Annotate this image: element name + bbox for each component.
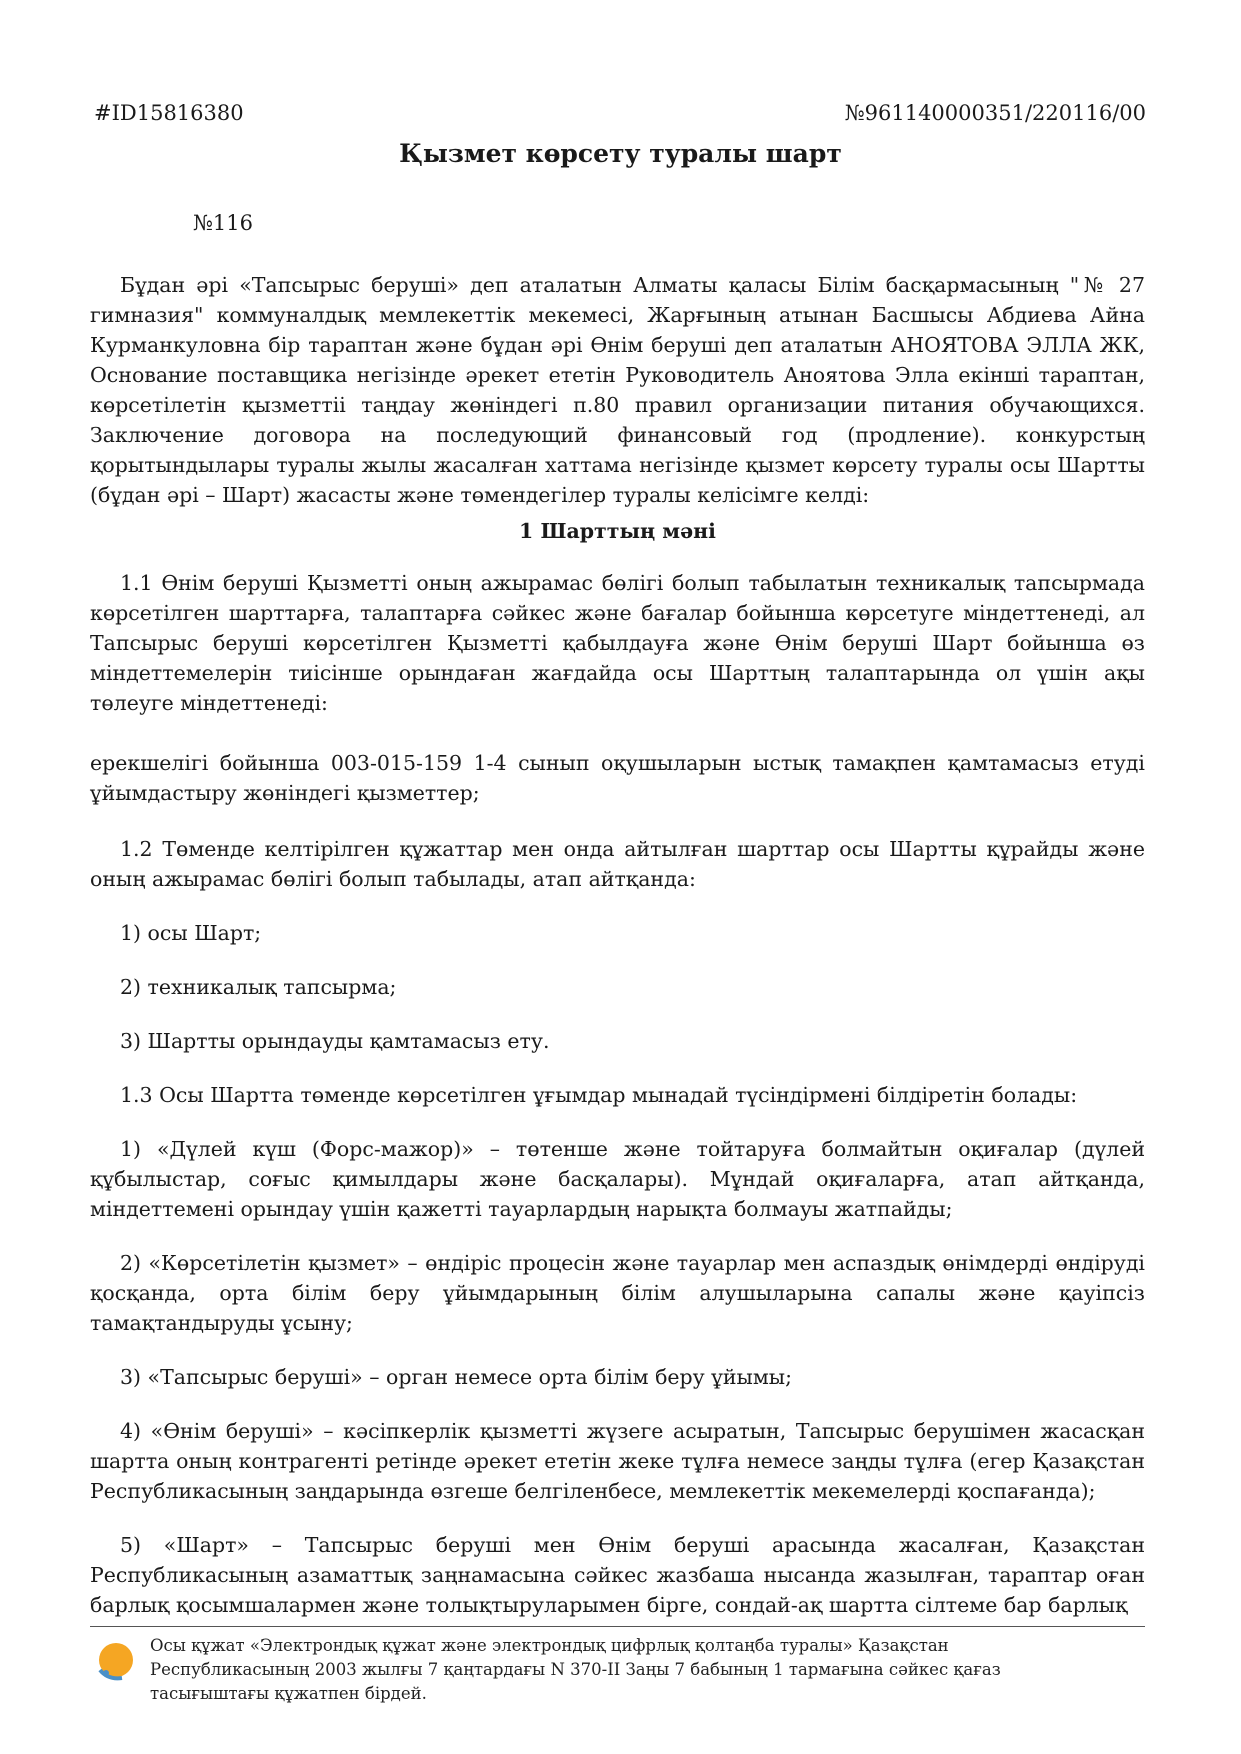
contract-number: №116 [193, 211, 253, 235]
definition-4: 4) «Өнім беруші» – кәсіпкерлік қызметті жүзеге асыратын, Тапсырыс берушімен жасасқан шартта оның контрагенті ретінде әрекет ететін жеке тұлға немесе заңды тұлға (егер Қазақстан Республикасының заңдарында өзгеше белгіленбесе, мемлекеттік мекемелерді қоспағанда); [90, 1419, 1145, 1503]
definition-3: 3) «Тапсырыс беруші» – орган немесе орта білім беру ұйымы; [120, 1365, 792, 1389]
definition-5: 5) «Шарт» – Тапсырыс беруші мен Өнім беруші арасында жасалған, Қазақстан Республикасының азаматтық заңнамасына сәйкес жазбаша нысанда жазылған, тараптар оған барлық қосымшалармен және толықтыруларымен бірге, сондай-ақ шартта сілтеме бар барлық [90, 1533, 1145, 1617]
contract-body [90, 270, 1145, 1620]
list-item: 2) техникалық тапсырма; [120, 975, 397, 999]
clause-1-1: 1.1 Өнім беруші Қызметті оның ажырамас бөлігі болып табылатын техникалық тапсырмада көрсетілген шарттарға, талаптарға сәйкес және бағалар бойынша көрсетуге міндеттенеді, ал Тапсырыс беруші көрсетілген Қызметті қабылдауға және Өнім беруші Шарт бойынша өз міндеттемелерін тиісінше орындаған жағдайда осы Шарттың талаптарында ол үшін ақы төлеуге міндеттенеді: [90, 571, 1145, 715]
intro-paragraph: Бұдан әрі «Тапсырыс беруші» деп аталатын Алматы қаласы Білім басқармасының "№ 27 гимназия" коммуналдық мемлекеттік мекемесі, Жарғының атынан Басшысы Абдиева Айна Курманкуловна бір тараптан және бұдан әрі Өнім беруші деп аталатын АНОЯТОВА ЭЛЛА ЖК, Основание поставщика негізінде әрекет ететін Руководитель Аноятова Элла екінші тараптан, көрсетілетін қызметтіі таңдау жөніндегі п.80 правил организации питания обучающихся. Заключение договора на последующий финансовый год (продление). конкурстың қорытындылары туралы жылы жасалған хаттама негізінде қызмет көрсету туралы осы Шартты (бұдан әрі – Шарт) жасасты және төмендегілер туралы келісімге келді: [90, 273, 1145, 507]
clause-1-2: 1.2 Төменде келтірілген құжаттар мен онда айтылған шарттар осы Шартты құрайды және оның ажырамас бөлігі болып табылады, атап айтқанда: [90, 837, 1145, 891]
clause-1-3: 1.3 Осы Шартта төменде көрсетілген ұғымдар мынадай түсіндірмені білдіретін болады: [120, 1083, 1078, 1107]
egov-logo-icon [94, 1640, 136, 1682]
clause-1-1-spec: ерекшелігі бойынша 003-015-159 1-4 сынып оқушыларын ыстық тамақпен қамтамасыз етуді ұйымдастыру жөніндегі қызметтер; [90, 751, 1145, 805]
footer-divider [90, 1626, 1145, 1627]
definition-1: 1) «Дүлей күш (Форс-мажор)» – төтенше және тойтаруға болмайтын оқиғалар (дүлей құбылыстар, соғыс қимылдары және басқалары). Мұндай оқиғаларға, атап айтқанда, міндеттемені орындау үшін қажетті тауарлардың нарықта болмауы жатпайды; [90, 1137, 1145, 1221]
list-item: 1) осы Шарт; [120, 921, 262, 945]
footer-legal-note: Осы құжат «Электрондық құжат және электрондық цифрлық қолтаңба туралы» Қазақстан Республикасының 2003 жылғы 7 қаңтардағы N 370-II Заңы 7 бабының 1 тармағына сәйкес қағаз тасығыштағы құжатпен бірдей. [150, 1636, 1001, 1703]
registration-number: №961140000351/220116/00 [844, 101, 1146, 125]
definition-2: 2) «Көрсетілетін қызмет» – өндіріс процесін және тауарлар мен аспаздық өнімдерді өндіруді қосқанда, орта білім беру ұйымдарының білім алушыларына сапалы және қауіпсіз тамақтандыруды ұсыну; [90, 1251, 1145, 1335]
document-id: #ID15816380 [94, 101, 244, 125]
page-title: Қызмет көрсету туралы шарт [399, 139, 842, 168]
list-item: 3) Шартты орындауды қамтамасыз ету. [120, 1029, 550, 1053]
section-1-title: 1 Шарттың мәні [519, 519, 716, 543]
